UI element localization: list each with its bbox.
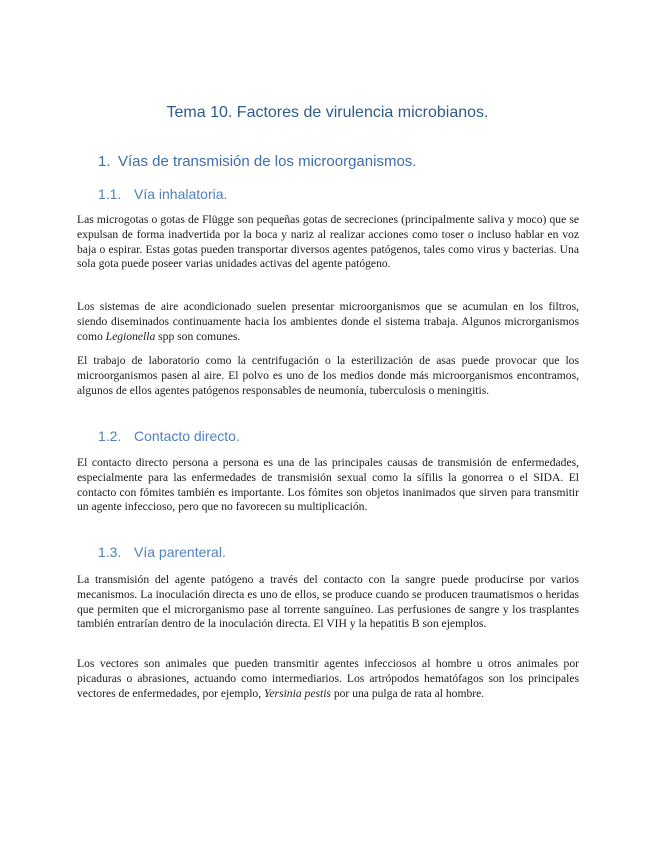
section-heading-text: Vías de transmisión de los microorganismos. (118, 153, 417, 170)
paragraph-contacto-directo: El contacto directo persona a persona es una de las principales causas de transmisión de enfermedades, especialmente para las enfermedades de transmisión sexual como la sífilis la gonorrea o el SIDA. El contacto con fómites también es importante. Los fómites son objetos inanimados que sirven para transmitir un agente infeccioso, pero que no favorecen su multiplicación. (77, 456, 579, 514)
subsection-number: 1.2. (98, 428, 122, 444)
paragraph-laboratorio: El trabajo de laboratorio como la centrifugación o la esterilización de asas puede provocar que los microorganismos pasen al aire. El polvo es uno de los medios donde más microorganismos encontramos, algunos de ellos agentes patógenos responsables de neumonía, tuberculosis o meningitis. (77, 354, 579, 397)
subsection-heading-1-2 (98, 428, 240, 444)
text-run: por una pulga de rata al hombre. (330, 686, 485, 700)
paragraph-transmision-sangre: La transmisión del agente patógeno a través del contacto con la sangre puede producirse por varios mecanismos. La inoculación directa es uno de ellos, se produce cuando se producen traumatismos o heridas que permiten que el microrganismo pase al torrente sanguíneo. Las perfusiones de sangre y los trasplantes también entrarían dentro de la inoculación directa. El VIH y la hepatitis B son ejemplos. (77, 573, 579, 631)
paragraph-flugge: Las microgotas o gotas de Flügge son pequeñas gotas de secreciones (principalmente saliva y moco) que se expulsan de forma inadvertida por la boca y nariz al realizar acciones como toser o incluso hablar en voz baja o espirar. Estas gotas pueden transportar diversos agentes patógenos, tales como virus y bacterias. Una sola gota puede poseer varias unidades activas del agente patógeno. (77, 213, 579, 271)
paragraph-aire-acondicionado (77, 300, 579, 344)
species-name: Yersinia pestis (264, 686, 331, 700)
text-run: Los vectores son animales que pueden transmitir agentes infecciosos al hombre u otros animales por picaduras o abrasiones, actuando como intermediarios. Los artrópodos hematófagos son los principales vectores de enfermedades, por ejemplo, (77, 657, 579, 700)
text-run: spp son comunes. (155, 329, 241, 343)
section-heading-1 (98, 153, 416, 170)
species-name: Legionella (105, 329, 156, 343)
subsection-heading-text: Vía inhalatoria. (134, 186, 228, 202)
page-title: Tema 10. Factores de virulencia microbianos. (166, 104, 489, 121)
section-number: 1. (98, 153, 111, 170)
subsection-heading-1-3 (98, 544, 226, 560)
subsection-heading-1-1 (98, 186, 227, 202)
subsection-heading-text: Contacto directo. (134, 428, 240, 444)
text-run: Los sistemas de aire acondicionado suelen presentar microorganismos que se acumulan en los filtros, siendo diseminados continuamente hacia los ambientes donde el sistema trabaja. Algunos microrganismos como (77, 300, 579, 343)
subsection-number: 1.1. (98, 186, 122, 202)
paragraph-vectores (77, 657, 579, 701)
subsection-heading-text: Vía parenteral. (134, 544, 226, 560)
subsection-number: 1.3. (98, 544, 122, 560)
